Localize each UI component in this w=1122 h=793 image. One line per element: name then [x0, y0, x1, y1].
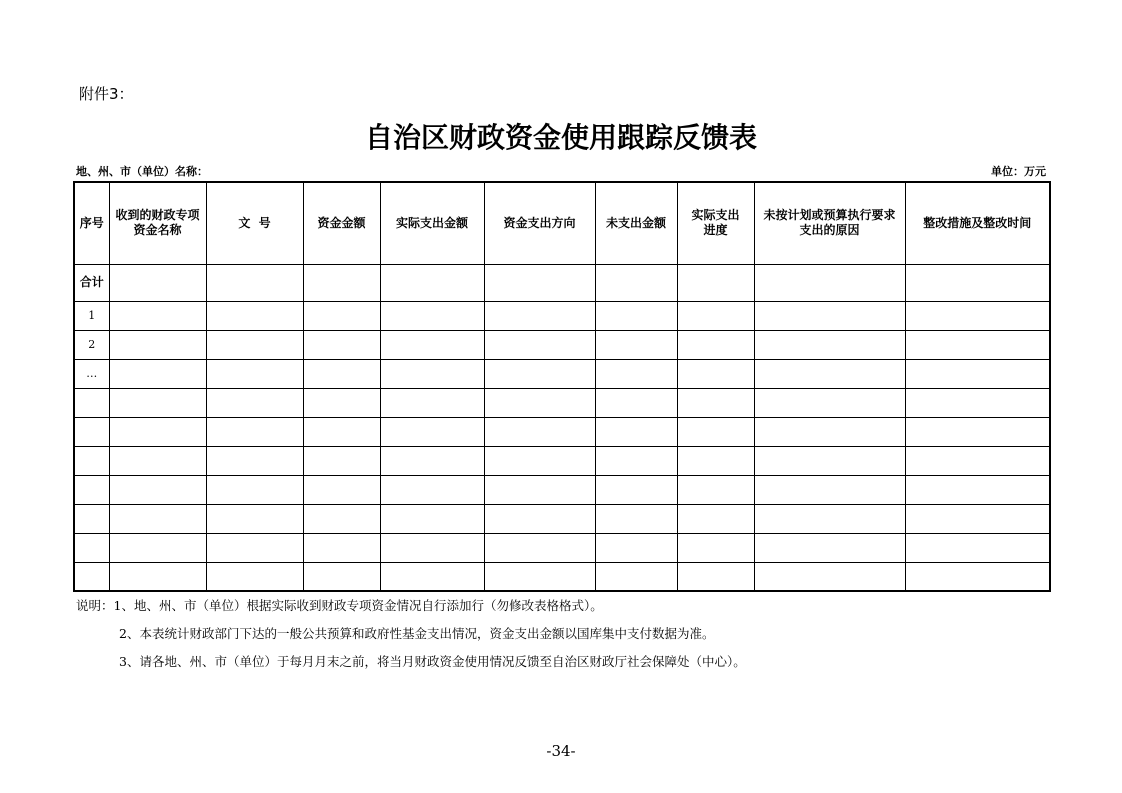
- table-cell: [595, 359, 677, 388]
- table-cell: [206, 388, 303, 417]
- table-cell: [109, 417, 206, 446]
- table-cell: [109, 359, 206, 388]
- table-cell: [484, 533, 595, 562]
- table-cell: [595, 533, 677, 562]
- table-cell: [905, 388, 1050, 417]
- table-row: [74, 417, 1050, 446]
- table-cell: [677, 301, 754, 330]
- table-cell: [380, 475, 484, 504]
- table-cell: [206, 330, 303, 359]
- table-cell: [595, 301, 677, 330]
- table-row: [74, 388, 1050, 417]
- table-cell: [380, 504, 484, 533]
- total-label: 合计: [74, 264, 109, 301]
- table-cell: [484, 330, 595, 359]
- table-cell: [677, 504, 754, 533]
- table-cell: [677, 475, 754, 504]
- table-cell: [380, 446, 484, 475]
- table-row: [74, 475, 1050, 504]
- table-cell: [206, 533, 303, 562]
- row-index: [74, 475, 109, 504]
- page-title: 自治区财政资金使用跟踪反馈表: [364, 121, 757, 154]
- table-cell: [206, 301, 303, 330]
- table-row: [74, 504, 1050, 533]
- row-index: [74, 533, 109, 562]
- header-index: 序号: [74, 182, 109, 264]
- table-cell: [484, 417, 595, 446]
- table-cell: [754, 330, 905, 359]
- table-row: [74, 562, 1050, 591]
- table-cell: [484, 562, 595, 591]
- table-cell: [905, 301, 1050, 330]
- table-cell: [380, 330, 484, 359]
- header-spending-direction: 资金支出方向: [484, 182, 595, 264]
- header-reason: 未按计划或预算执行要求支出的原因: [754, 182, 905, 264]
- table-cell: [109, 533, 206, 562]
- table-cell: [303, 504, 380, 533]
- table-cell: [303, 533, 380, 562]
- table-cell: [380, 388, 484, 417]
- header-rectification: 整改措施及整改时间: [905, 182, 1050, 264]
- row-index: [74, 417, 109, 446]
- table-cell: [595, 446, 677, 475]
- table-cell: [109, 475, 206, 504]
- table-cell: [754, 562, 905, 591]
- table-cell: [206, 417, 303, 446]
- feedback-table: [73, 181, 1051, 592]
- table-cell: [595, 264, 677, 301]
- table-cell: [754, 446, 905, 475]
- table-cell: [595, 475, 677, 504]
- note-line-1: 说明：1、地、州、市（单位）根据实际收到财政专项资金情况自行添加行（勿修改表格格式）。: [76, 598, 603, 613]
- table-cell: [905, 562, 1050, 591]
- header-fund-amount: 资金金额: [303, 182, 380, 264]
- table-cell: [677, 388, 754, 417]
- table-cell: [595, 417, 677, 446]
- row-index: 2: [74, 330, 109, 359]
- table-cell: [380, 301, 484, 330]
- table-cell: [754, 264, 905, 301]
- table-row: [74, 301, 1050, 330]
- table-cell: [303, 301, 380, 330]
- header-spending-progress: 实际支出进度: [677, 182, 754, 264]
- table-cell: [484, 264, 595, 301]
- table-cell: [303, 264, 380, 301]
- table-cell: [905, 504, 1050, 533]
- table-cell: [595, 504, 677, 533]
- header-unspent-amount: 未支出金额: [595, 182, 677, 264]
- table-cell: [484, 446, 595, 475]
- table-cell: [677, 264, 754, 301]
- table-cell: [109, 562, 206, 591]
- page-number: -34-: [546, 742, 576, 760]
- table-cell: [677, 417, 754, 446]
- notes: [76, 597, 746, 681]
- table-cell: [905, 533, 1050, 562]
- table-cell: [595, 330, 677, 359]
- region-name-label: 地、州、市（单位）名称：: [76, 165, 208, 178]
- row-index: …: [74, 359, 109, 388]
- table-cell: [754, 504, 905, 533]
- table-cell: [109, 264, 206, 301]
- table-cell: [206, 504, 303, 533]
- table-cell: [303, 417, 380, 446]
- table-cell: [109, 388, 206, 417]
- table-cell: [754, 475, 905, 504]
- table-cell: [303, 475, 380, 504]
- table-cell: [484, 359, 595, 388]
- table-cell: [206, 359, 303, 388]
- row-index: 1: [74, 301, 109, 330]
- row-index: [74, 446, 109, 475]
- table-cell: [905, 264, 1050, 301]
- table-cell: [303, 330, 380, 359]
- table-cell: [380, 417, 484, 446]
- table-row: [74, 359, 1050, 388]
- table-cell: [380, 562, 484, 591]
- table-cell: [677, 330, 754, 359]
- table-cell: [905, 446, 1050, 475]
- table-cell: [206, 264, 303, 301]
- table-cell: [206, 475, 303, 504]
- table-cell: [905, 417, 1050, 446]
- attachment-label: 附件3：: [79, 85, 134, 103]
- table-cell: [484, 504, 595, 533]
- table-cell: [905, 330, 1050, 359]
- note-line-3: 3、请各地、州、市（单位）于每月月末之前，将当月财政资金使用情况反馈至自治区财政厅社会保障处（中心）。: [119, 654, 746, 669]
- table-cell: [484, 301, 595, 330]
- table-cell: [595, 562, 677, 591]
- row-index: [74, 562, 109, 591]
- table-cell: [677, 533, 754, 562]
- table-cell: [303, 562, 380, 591]
- table-cell: [109, 301, 206, 330]
- table-cell: [754, 359, 905, 388]
- total-row: [74, 264, 1050, 301]
- table-cell: [905, 475, 1050, 504]
- row-index: [74, 388, 109, 417]
- header-row: [74, 182, 1050, 264]
- table-cell: [677, 446, 754, 475]
- table-cell: [905, 359, 1050, 388]
- unit-label: 单位：万元: [991, 165, 1046, 178]
- table-cell: [303, 446, 380, 475]
- table-cell: [380, 359, 484, 388]
- table-row: [74, 446, 1050, 475]
- table-cell: [303, 359, 380, 388]
- table-cell: [754, 388, 905, 417]
- table-cell: [206, 562, 303, 591]
- table-cell: [303, 388, 380, 417]
- table-row: [74, 330, 1050, 359]
- table-cell: [109, 446, 206, 475]
- table-cell: [484, 475, 595, 504]
- table-cell: [754, 417, 905, 446]
- table-row: [74, 533, 1050, 562]
- header-actual-spending: 实际支出金额: [380, 182, 484, 264]
- row-index: [74, 504, 109, 533]
- header-document-number: 文 号: [206, 182, 303, 264]
- table-cell: [380, 533, 484, 562]
- header-fund-name: 收到的财政专项资金名称: [109, 182, 206, 264]
- table-cell: [109, 330, 206, 359]
- note-line-2: 2、本表统计财政部门下达的一般公共预算和政府性基金支出情况，资金支出金额以国库集中支付数据为准。: [119, 626, 715, 641]
- table-cell: [484, 388, 595, 417]
- table-cell: [109, 504, 206, 533]
- table-cell: [595, 388, 677, 417]
- table-cell: [754, 301, 905, 330]
- table-cell: [206, 446, 303, 475]
- table-cell: [677, 359, 754, 388]
- table-cell: [380, 264, 484, 301]
- table-cell: [754, 533, 905, 562]
- table-body: [74, 264, 1050, 591]
- table-cell: [677, 562, 754, 591]
